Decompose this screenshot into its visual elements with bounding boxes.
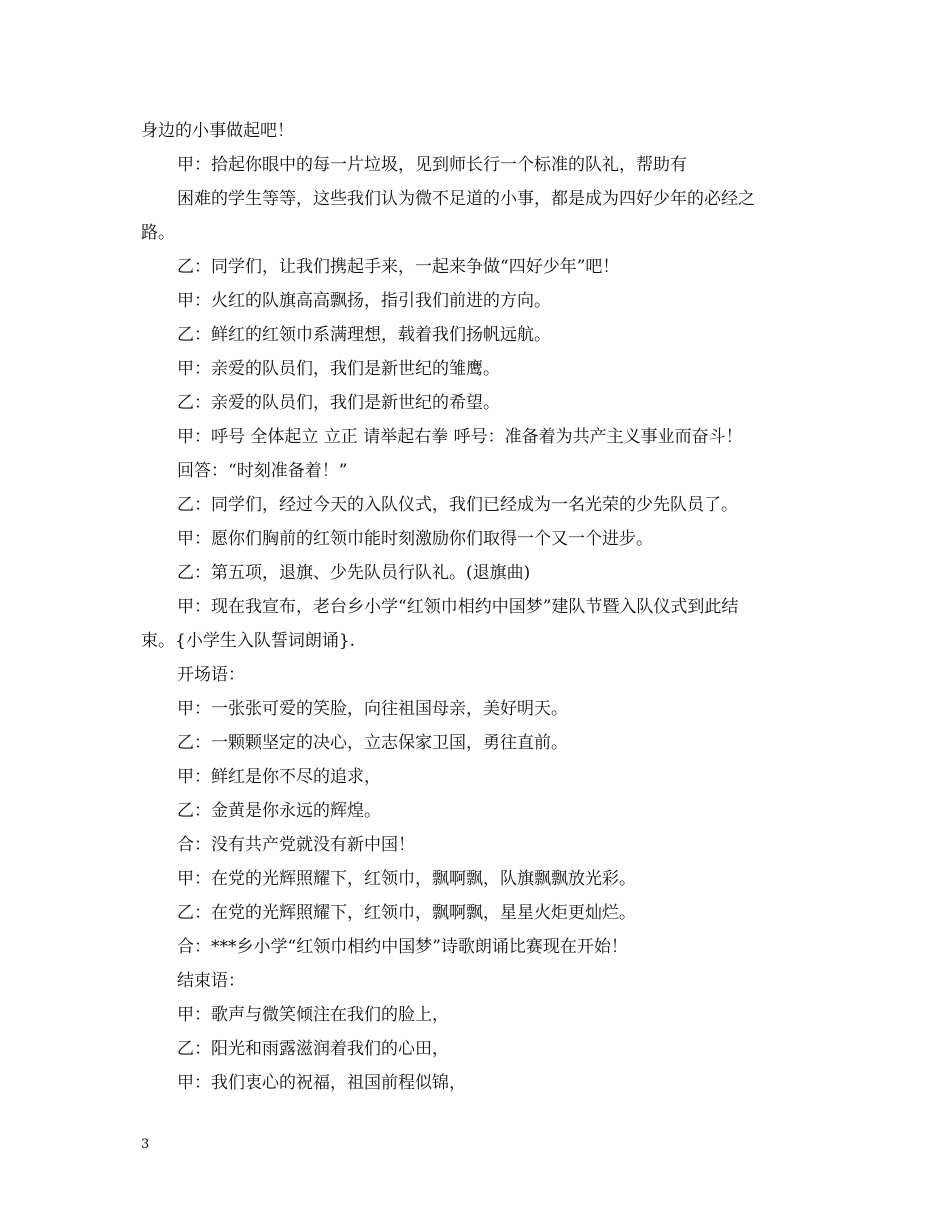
- text-line: 路。: [141, 223, 175, 243]
- text-line: 甲：拾起你眼中的每一片垃圾，见到师长行一个标准的队礼，帮助有: [177, 155, 687, 175]
- text-line: 乙：金黄是你永远的辉煌。: [177, 801, 381, 821]
- text-line: 乙：在党的光辉照耀下，红领巾，飘啊飘，星星火炬更灿烂。: [177, 903, 636, 923]
- text-line: 开场语：: [177, 665, 245, 685]
- text-line: 乙：鲜红的红领巾系满理想，载着我们扬帆远航。: [177, 325, 551, 345]
- text-line: 乙：第五项，退旗、少先队员行队礼。(退旗曲): [177, 563, 531, 583]
- text-line: 乙：同学们，让我们携起手来，一起来争做“四好少年”吧！: [177, 257, 620, 277]
- text-line: 甲：鲜红是你不尽的追求，: [177, 767, 381, 787]
- text-line: 困难的学生等等，这些我们认为微不足道的小事，都是成为四好少年的必经之: [177, 189, 755, 209]
- text-line: 甲：火红的队旗高高飘扬，指引我们前进的方向。: [177, 291, 551, 311]
- text-line: 甲：歌声与微笑倾注在我们的脸上，: [177, 1005, 449, 1025]
- text-line: 乙：阳光和雨露滋润着我们的心田，: [177, 1039, 449, 1059]
- text-line: 乙：亲爱的队员们，我们是新世纪的希望。: [177, 393, 500, 413]
- text-line: 乙：同学们，经过今天的入队仪式，我们已经成为一名光荣的少先队员了。: [177, 495, 738, 515]
- text-line: 甲：呼号 全体起立 立正 请举起右拳 呼号：准备着为共产主义事业而奋斗！: [177, 427, 743, 447]
- text-line: 甲：我们衷心的祝福，祖国前程似锦，: [177, 1073, 466, 1093]
- text-line: 回答：“时刻准备着！”: [177, 461, 348, 481]
- text-line: 甲：亲爱的队员们，我们是新世纪的雏鹰。: [177, 359, 500, 379]
- document-body: [141, 114, 816, 1100]
- text-line: 甲：现在我宣布，老台乡小学“红领巾相约中国梦”建队节暨入队仪式到此结: [177, 597, 739, 617]
- text-line: 身边的小事做起吧！: [141, 121, 294, 141]
- text-line: 甲：一张张可爱的笑脸，向往祖国母亲，美好明天。: [177, 699, 568, 719]
- text-line: 甲：在党的光辉照耀下，红领巾，飘啊飘，队旗飘飘放光彩。: [177, 869, 636, 889]
- text-line: 结束语：: [177, 971, 245, 991]
- text-line: 束。{小学生入队誓词朗诵}.: [141, 631, 356, 651]
- text-line: 合：***乡小学“红领巾相约中国梦”诗歌朗诵比赛现在开始！: [177, 937, 628, 957]
- text-line: 甲：愿你们胸前的红领巾能时刻激励你们取得一个又一个进步。: [177, 529, 653, 549]
- page-number: 3: [141, 1137, 150, 1152]
- text-line: 乙：一颗颗坚定的决心，立志保家卫国，勇往直前。: [177, 733, 568, 753]
- text-line: 合：没有共产党就没有新中国！: [177, 835, 415, 855]
